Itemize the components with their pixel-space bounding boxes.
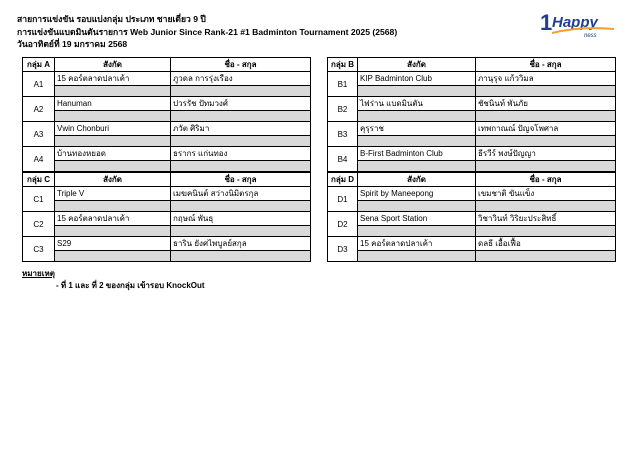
group-c-table [22,172,311,262]
club-cell: S29 [55,237,171,251]
name-header: ชื่อ - สกุล [476,58,616,72]
club-header: สังกัด [55,58,171,72]
score-blank [55,226,171,237]
document-header [17,13,397,51]
club-cell: Hanuman [55,97,171,111]
group-a-table [22,57,311,172]
score-blank [55,136,171,147]
score-blank [476,161,616,172]
score-blank [476,226,616,237]
score-blank [171,161,311,172]
club-cell: คุรุราช [358,122,476,136]
remarks-title: หมายเหตุ [22,269,55,278]
club-cell: 15 คอร์ตลาดปลาเค้า [358,237,476,251]
logo-numeral: 1 [540,10,553,35]
score-blank [476,111,616,122]
club-cell: Triple V [55,187,171,201]
score-blank [55,161,171,172]
club-cell: ไฟร่าน แบดมินตัน [358,97,476,111]
player-code: B1 [328,72,358,97]
group-c-header: กลุ่ม C [23,173,55,187]
name-cell: ธรากร แก่นทอง [171,147,311,161]
club-header: สังกัด [358,58,476,72]
player-code: C2 [23,212,55,237]
happiness-logo [540,8,620,40]
remarks [22,268,205,292]
name-cell: ภานุรุจ แก้ววิมล [476,72,616,86]
group-d-table [327,172,616,262]
name-cell: กฤษณ์ พันธุ [171,212,311,226]
score-blank [358,136,476,147]
header-line-2: การแข่งขันแบดมินตันรายการ Web Junior Since Rank-21 #1 Badminton Tournament 2025 (2568) [17,26,398,37]
score-blank [55,86,171,97]
name-cell: ชัชนินท์ พันภัย [476,97,616,111]
header-line-1: สายการแข่งขัน รอบแบ่งกลุ่ม ประเภท ชายเดี่ยว 9 ปี [17,14,206,24]
score-blank [358,111,476,122]
player-code: D3 [328,237,358,262]
club-cell: Sena Sport Station [358,212,476,226]
group-a-header: กลุ่ม A [23,58,55,72]
club-cell: บ้านทองหยอด [55,147,171,161]
club-header: สังกัด [358,173,476,187]
score-blank [171,136,311,147]
player-code: C1 [23,187,55,212]
score-blank [55,251,171,262]
logo-sub: ness [584,33,597,39]
name-cell: วิชาวินท์ วิริยะประสิทธิ์ [476,212,616,226]
name-cell: เขมชาติ ขันแข็ง [476,187,616,201]
name-cell: ปวรรัช ปัทมวงศ์ [171,97,311,111]
name-header: ชื่อ - สกุล [476,173,616,187]
club-cell: Vwin Chonburi [55,122,171,136]
score-blank [358,86,476,97]
group-b-table [327,57,616,172]
player-code: D2 [328,212,358,237]
score-blank [171,251,311,262]
player-code: A3 [23,122,55,147]
player-code: A2 [23,97,55,122]
score-blank [171,226,311,237]
name-cell: ดลธี เอื้อเฟื้อ [476,237,616,251]
club-header: สังกัด [55,173,171,187]
player-code: A1 [23,72,55,97]
name-cell: ธาริน ยังศไพบูลย์สกุล [171,237,311,251]
player-code: B3 [328,122,358,147]
player-code: B2 [328,97,358,122]
club-cell: B-First Badminton Club [358,147,476,161]
score-blank [358,161,476,172]
logo-word: Happy [552,14,598,31]
score-blank [358,201,476,212]
club-cell: Spirit by Maneepong [358,187,476,201]
score-blank [171,201,311,212]
player-code: B4 [328,147,358,172]
player-code: A4 [23,147,55,172]
club-cell: 15 คอร์ตลาดปลาเค้า [55,72,171,86]
score-blank [358,251,476,262]
player-code: D1 [328,187,358,212]
group-d-header: กลุ่ม D [328,173,358,187]
score-blank [55,111,171,122]
score-blank [171,111,311,122]
score-blank [55,201,171,212]
score-blank [476,251,616,262]
name-cell: ธีรวีร์ พงษ์ปัญญา [476,147,616,161]
name-cell: ภูวดล การรุ่งเรือง [171,72,311,86]
score-blank [476,136,616,147]
score-blank [476,201,616,212]
name-header: ชื่อ - สกุล [171,58,311,72]
name-cell: เมฆคนินต์ สว่างนิมิตรกุล [171,187,311,201]
name-header: ชื่อ - สกุล [171,173,311,187]
score-blank [358,226,476,237]
score-blank [171,86,311,97]
name-cell: เทพกาณณ์ ปัญจโพศาล [476,122,616,136]
remarks-text: - ที่ 1 และ ที่ 2 ของกลุ่ม เข้ารอบ KnockOut [56,281,205,290]
club-cell: KIP Badminton Club [358,72,476,86]
player-code: C3 [23,237,55,262]
group-b-header: กลุ่ม B [328,58,358,72]
header-line-3: วันอาทิตย์ที่ 19 มกราคม 2568 [17,39,128,49]
club-cell: 15 คอร์ตลาดปลาเค้า [55,212,171,226]
score-blank [476,86,616,97]
name-cell: ภวัต ศิริมา [171,122,311,136]
